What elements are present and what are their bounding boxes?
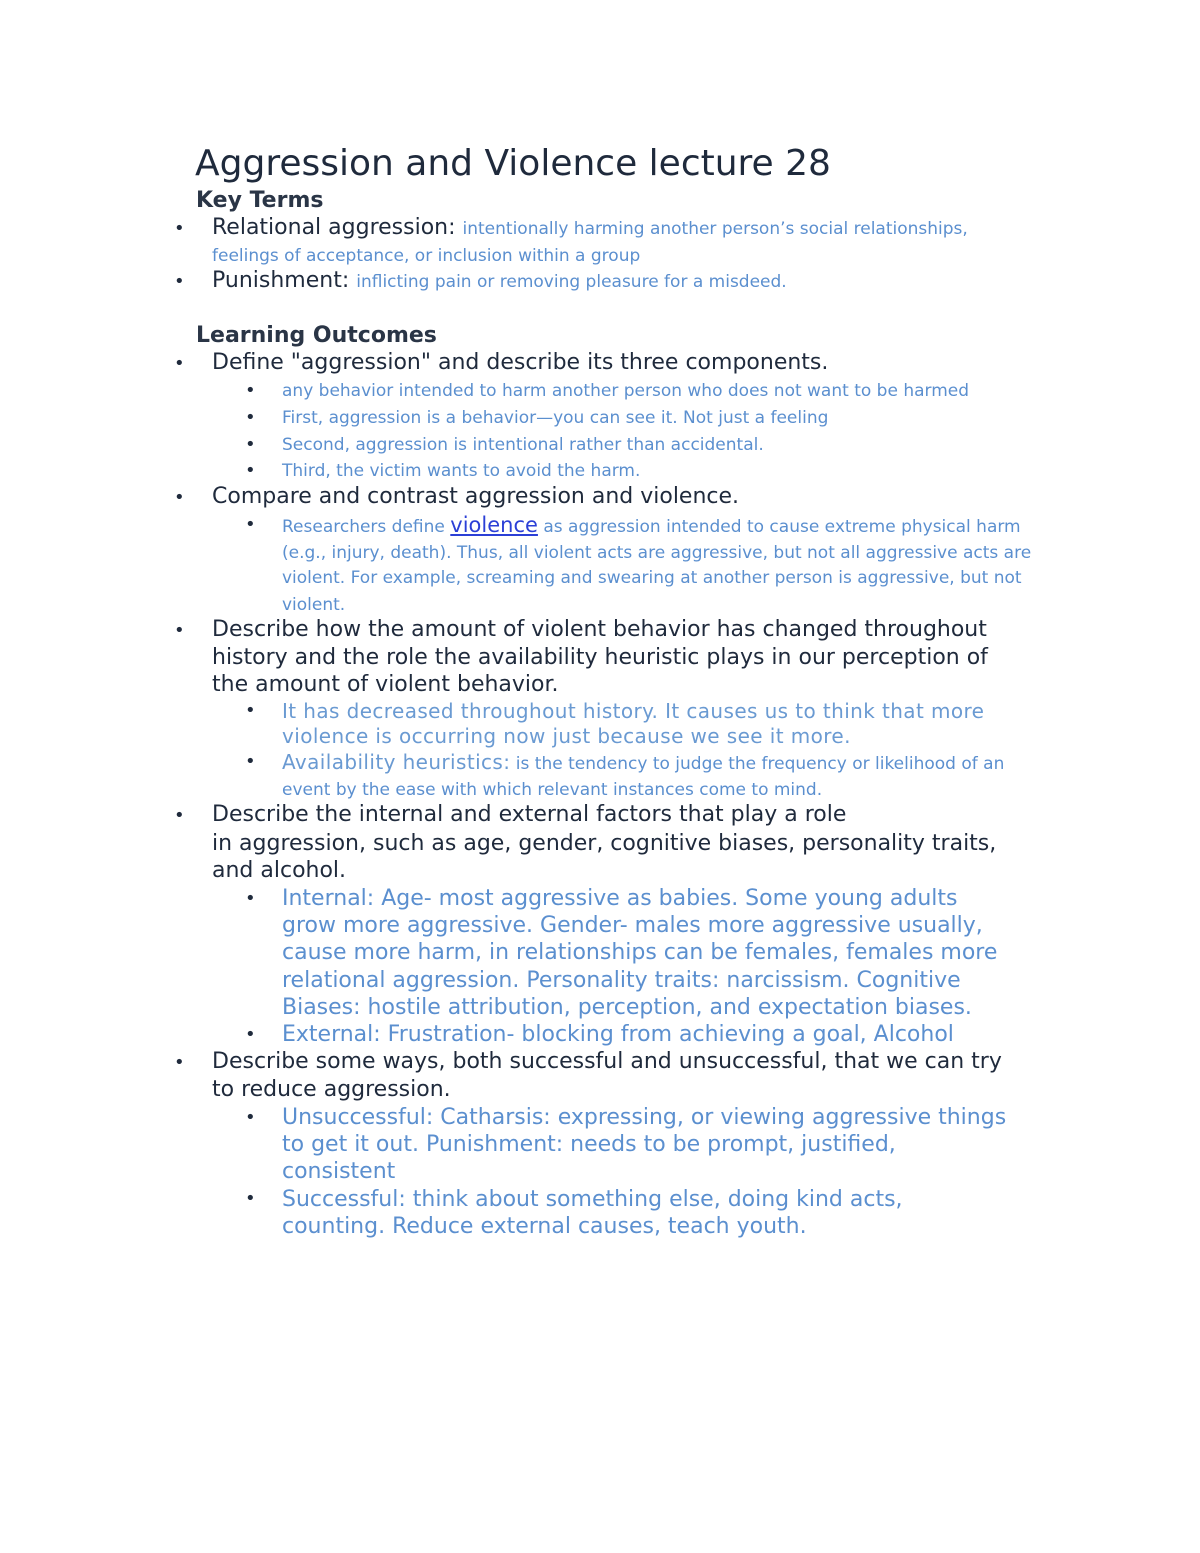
- outcome-1: Define "aggression" and describe its three components.: [212, 350, 829, 375]
- bullet: •: [174, 353, 185, 374]
- outcome-1-sub-3: Second, aggression is intentional rather than accidental.: [282, 435, 764, 455]
- outcome-3-sub-2-cont: event by the ease with which relevant instances come to mind.: [282, 780, 823, 800]
- outcome-3-sub-2: [282, 749, 1004, 777]
- outcome-5-sub-1: Unsuccessful: Catharsis: expressing, or viewing aggressive things: [282, 1105, 1007, 1130]
- bullet: •: [245, 514, 256, 535]
- outcome-4-sub-1: Internal: Age- most aggressive as babies. Some young adults: [282, 886, 958, 911]
- outcome-4-sub-1-cont: Biases: hostile attribution, perception, and expectation biases.: [282, 995, 972, 1020]
- bullet: •: [174, 218, 185, 239]
- outcome-5-cont: to reduce aggression.: [212, 1077, 451, 1102]
- outcome-2-sub-1-cont: violent.: [282, 595, 346, 615]
- bullet: •: [245, 1107, 256, 1128]
- bullet: •: [245, 700, 256, 721]
- outcome-2-sub-1-cont: (e.g., injury, death). Thus, all violent acts are aggressive, but not all aggressive acts are: [282, 543, 1032, 563]
- key-terms-heading: Key Terms: [196, 188, 324, 213]
- outcome-4-cont: in aggression, such as age, gender, cognitive biases, personality traits,: [212, 831, 997, 856]
- outcome-3-cont: history and the role the availability heuristic plays in our perception of: [212, 645, 988, 670]
- bullet: •: [245, 1024, 256, 1045]
- text-segment: Researchers define: [282, 517, 445, 537]
- outcome-2-sub-1: [282, 512, 1021, 540]
- bullet: •: [245, 434, 256, 455]
- bullet: •: [245, 751, 256, 772]
- term-definition: is the tendency to judge the frequency or likelihood of an: [515, 754, 1005, 774]
- outcome-4-sub-2: External: Frustration- blocking from achieving a goal, Alcohol: [282, 1022, 954, 1047]
- bullet: •: [245, 460, 256, 481]
- outcome-3-sub-1: It has decreased throughout history. It causes us to think that more: [282, 699, 985, 723]
- term-label: Relational aggression:: [212, 215, 456, 240]
- outcome-4: Describe the internal and external factors that play a role: [212, 802, 847, 827]
- outcome-3-cont: the amount of violent behavior.: [212, 672, 559, 697]
- bullet: •: [174, 271, 185, 292]
- outcome-3-sub-1-cont: violence is occurring now just because we see it more.: [282, 724, 851, 748]
- key-term-relational: [212, 214, 968, 242]
- outcome-1-sub-4: Third, the victim wants to avoid the harm.: [282, 461, 641, 481]
- outcome-5-sub-2-cont: counting. Reduce external causes, teach youth.: [282, 1214, 807, 1239]
- outcome-5-sub-1-cont: consistent: [282, 1159, 396, 1184]
- outcome-4-sub-1-cont: cause more harm, in relationships can be females, females more: [282, 940, 998, 965]
- outcome-4-sub-1-cont: relational aggression. Personality traits: narcissism. Cognitive: [282, 968, 961, 993]
- outcome-1-sub-1: any behavior intended to harm another person who does not want to be harmed: [282, 381, 970, 401]
- bullet: •: [174, 487, 185, 508]
- outcome-5-sub-1-cont: to get it out. Punishment: needs to be prompt, justified,: [282, 1132, 896, 1157]
- learning-outcomes-heading: Learning Outcomes: [196, 323, 437, 348]
- key-term-punishment: [212, 267, 787, 295]
- term-definition-cont: feelings of acceptance, or inclusion within a group: [212, 246, 641, 266]
- outcome-1-sub-2: First, aggression is a behavior—you can see it. Not just a feeling: [282, 408, 829, 428]
- bullet: •: [174, 805, 185, 826]
- outcome-4-sub-1-cont: grow more aggressive. Gender- males more aggressive usually,: [282, 913, 983, 938]
- text-segment: as aggression intended to cause extreme physical harm: [543, 517, 1021, 537]
- outcome-5-sub-2: Successful: think about something else, doing kind acts,: [282, 1187, 903, 1212]
- outcome-2: Compare and contrast aggression and violence.: [212, 484, 740, 509]
- bullet: •: [245, 888, 256, 909]
- bullet: •: [245, 380, 256, 401]
- outcome-5: Describe some ways, both successful and unsuccessful, that we can try: [212, 1049, 1002, 1074]
- term-label: Availability heuristics:: [282, 750, 511, 774]
- bullet: •: [174, 620, 185, 641]
- violence-link[interactable]: violence: [450, 513, 538, 537]
- bullet: •: [174, 1052, 185, 1073]
- term-label: Punishment:: [212, 268, 350, 293]
- outcome-4-cont: and alcohol.: [212, 858, 347, 883]
- term-definition: inflicting pain or removing pleasure for a misdeed.: [356, 272, 787, 292]
- term-definition: intentionally harming another person’s social relationships,: [462, 219, 968, 239]
- page-title: Aggression and Violence lecture 28: [195, 143, 831, 184]
- outcome-3: Describe how the amount of violent behavior has changed throughout: [212, 617, 987, 642]
- bullet: •: [245, 407, 256, 428]
- outcome-2-sub-1-cont: violent. For example, screaming and swearing at another person is aggressive, but not: [282, 568, 1022, 588]
- bullet: •: [245, 1188, 256, 1209]
